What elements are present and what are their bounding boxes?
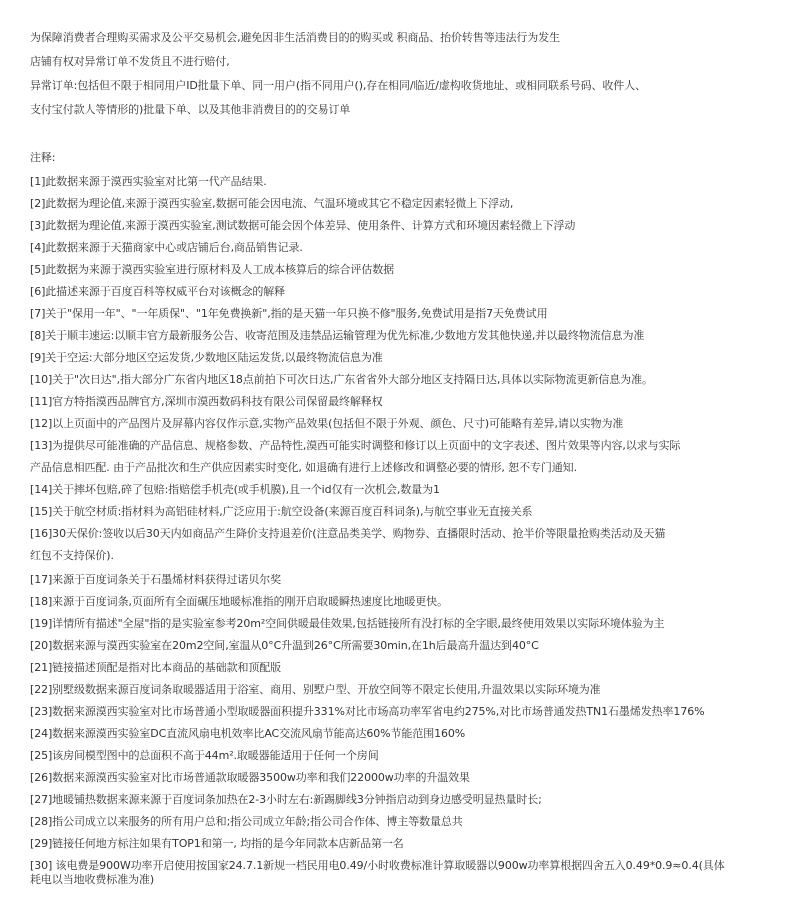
note-19: [19]详情所有描述"全屋"指的是实验室参考20m²空间供暖最佳效果,包括链接所有没打标的全字眼,最终使用效果以实际环境体验为主 <box>30 617 665 630</box>
note-16: [16]30天保价:签收以后30天内如商品产生降价支持退差价(注意品类美学、购物券、直播限时活动、抢半价等限量抢购类活动及天猫 <box>30 527 666 540</box>
notice-line-3: 异常订单:包括但不限于相同用户ID批量下单、同一用户(指不同用户(),存在相同/临近/虚构收货地址、或相同联系号码、收件人、 <box>30 79 647 92</box>
note-10: [10]关于"次日达",指大部分广东省内地区18点前拍下可次日达,广东省省外大部分地区支持隔日达,具体以实际物流更新信息为准。 <box>30 373 653 386</box>
note-21: [21]链接描述顶配是指对比本商品的基础款和顶配版 <box>30 661 282 674</box>
note-14: [14]关于摔坏包赔,碎了包赔:指赔偿手机壳(或手机膜),且一个id仅有一次机会,数量为1 <box>30 483 440 496</box>
note-12: [12]以上页面中的产品图片及屏幕内容仅作示意,实物产品效果(包括但不限于外观、颜色、尺寸)可能略有差异,请以实物为准 <box>30 417 624 430</box>
note-6: [6]此描述来源于百度百科等权威平台对该概念的解释 <box>30 285 286 298</box>
note-7: [7]关于"保用一年"、"一年质保"、"1年免费换新",指的是天猫一年只换不修"服务,免费试用是指7天免费试用 <box>30 307 548 320</box>
note-18: [18]来源于百度词条,页面所有全面碾压地暖标准指的刚开启取暖瞬热速度比地暖更快。 <box>30 595 448 608</box>
note-11: [11]官方特指漠西品牌官方,深圳市漠西数码科技有限公司保留最终解释权 <box>30 395 383 408</box>
note-17: [17]来源于百度词条关于石墨烯材料获得过诺贝尔奖 <box>30 573 282 586</box>
note-23: [23]数据来源漠西实验室对比市场普通小型取暖器面积提升331%对比市场高功率军省电约275%,对比市场普通发热TN1石墨烯发热率176% <box>30 705 705 718</box>
notice-line-2: 店铺有权对异常订单不发货且不进行赔付, <box>30 55 230 68</box>
notes-title: 注释: <box>30 151 56 164</box>
note-24: [24]数据来源漠西实验室DC直流风扇电机效率比AC交流风扇节能高达60%节能范围160% <box>30 727 466 740</box>
note-2: [2]此数据为理论值,来源于漠西实验室,数据可能会因电流、气温环境或其它不稳定因素轻微上下浮动, <box>30 197 514 210</box>
note-26: [26]数据来源漠西实验室对比市场普通款取暖器3500w功率和我们22000w功率的升温效果 <box>30 771 470 784</box>
note-13: [13]为提供尽可能准确的产品信息、规格参数、产品特性,漠西可能实时调整和修订以上页面中的文字表述、图片效果等内容,以求与实际 <box>30 439 681 452</box>
note-3: [3]此数据为理论值,来源于漠西实验室,测试数据可能会因个体差异、使用条件、计算方式和环境因素轻微上下浮动 <box>30 219 576 232</box>
note-8: [8]关于顺丰速运:以顺丰官方最新服务公告、收寄范围及违禁品运输管理为优先标准,少数地方发其他快递,并以最终物流信息为准 <box>30 329 645 342</box>
note-1: [1]此数据来源于漠西实验室对比第一代产品结果. <box>30 175 267 188</box>
notice-line-4: 支付宝付款人等情形的)批量下单、以及其他非消费目的的交易订单 <box>30 103 351 116</box>
note-30-cont: 耗电以当地收费标准为准) <box>30 873 155 886</box>
note-30: [30] 该电费是900W功率开启使用按国家24.7.1新规一档民用电0.49/小时收费标准计算取暖器以900w功率算根据四舍五入0.49*0.9≈0.4(具体 <box>30 859 725 872</box>
note-9: [9]关于空运:大部分地区空运发货,少数地区陆运发货,以最终物流信息为准 <box>30 351 383 364</box>
note-22: [22]别墅级数据来源百度词条取暖器适用于浴室、商用、别墅户型、开放空间等不限定长使用,升温效果以实际环境为准 <box>30 683 601 696</box>
note-13-cont: 产品信息相匹配. 由于产品批次和生产供应因素实时变化, 如退确有进行上述修改和调整必要的情形, 恕不专门通知. <box>30 461 577 474</box>
note-20: [20]数据来源与漠西实验室在20m2空间,室温从0°C升温到26°C所需要30min,在1h后最高升温达到40°C <box>30 639 539 652</box>
note-29: [29]链接任何地方标注如果有TOP1和第一, 均指的是今年同款本店新品第一名 <box>30 837 404 850</box>
note-4: [4]此数据来源于天猫商家中心或店铺后台,商品销售记录. <box>30 241 303 254</box>
notice-line-1: 为保障消费者合理购买需求及公平交易机会,避免因非生活消费目的的购买或 积商品、抬价转售等违法行为发生 <box>30 31 560 44</box>
note-16-cont: 红包不支持保价). <box>30 549 114 562</box>
note-28: [28]指公司成立以来服务的所有用户总和;指公司成立年龄;指公司合作体、博主等数量总共 <box>30 815 463 828</box>
note-5: [5]此数据为来源于漠西实验室进行原材料及人工成本核算后的综合评估数据 <box>30 263 395 276</box>
note-15: [15]关于航空材质:指材料为高铝硅材料,广泛应用于:航空设备(来源百度百科词条),与航空事业无直接关系 <box>30 505 533 518</box>
note-25: [25]该房间模型图中的总面积不高于44m².取暖器能适用于任何一个房间 <box>30 749 379 762</box>
note-27: [27]地暖铺热数据来源来源于百度词条加热在2-3小时左右:新踢脚线3分钟指启动到身边感受明显热量时长; <box>30 793 542 806</box>
